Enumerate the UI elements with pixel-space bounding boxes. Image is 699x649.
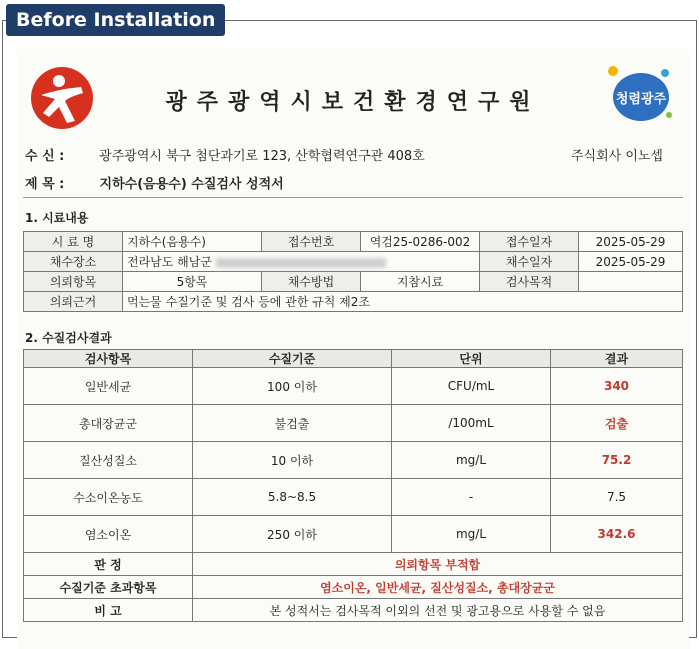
subject-text: 지하수(음용수) 수질검사 성적서 bbox=[99, 177, 284, 192]
recipient-address: 광주광역시 북구 첨단과기로 123, 산학협력연구관 408호 bbox=[99, 149, 425, 164]
test-report-document bbox=[17, 49, 689, 649]
test-item: 질산성질소 bbox=[24, 442, 193, 479]
cheongnyeom-gwangju-logo-icon bbox=[599, 59, 679, 129]
test-standard: 불검출 bbox=[193, 405, 392, 442]
test-unit: mg/L bbox=[392, 442, 551, 479]
purpose-label: 검사목적 bbox=[480, 272, 579, 292]
recipient-name: 주식회사 이노셉 bbox=[570, 149, 663, 164]
location-cell bbox=[123, 252, 480, 272]
remarks-value: 본 성적서는 검사목적 이외의 선전 및 광고용으로 사용할 수 없음 bbox=[193, 599, 683, 622]
method-value: 지참시료 bbox=[361, 272, 480, 292]
test-unit: CFU/mL bbox=[392, 368, 551, 405]
test-item: 수소이온농도 bbox=[24, 479, 193, 516]
sample-name-label: 시 료 명 bbox=[24, 232, 123, 252]
institute-title: 광주광역시보건환경연구원 bbox=[165, 90, 541, 115]
recipient-label: 수 신 : bbox=[25, 149, 65, 164]
table-row bbox=[24, 442, 683, 479]
receipt-no-label: 접수번호 bbox=[262, 232, 361, 252]
sample-name-value: 지하수(음용수) bbox=[123, 232, 262, 252]
test-result: 75.2 bbox=[551, 442, 683, 479]
header-standard: 수질기준 bbox=[193, 350, 392, 368]
table-row bbox=[24, 405, 683, 442]
test-result: 340 bbox=[551, 368, 683, 405]
test-unit: mg/L bbox=[392, 516, 551, 553]
table-row bbox=[24, 368, 683, 405]
section1-title: 1. 시료내용 bbox=[25, 211, 89, 225]
test-result: 7.5 bbox=[551, 479, 683, 516]
exceed-label: 수질기준 초과항목 bbox=[24, 576, 193, 599]
redacted-address bbox=[216, 258, 386, 268]
method-label: 채수방법 bbox=[262, 272, 361, 292]
header-unit: 단위 bbox=[392, 350, 551, 368]
judgment-value: 의뢰항목 부적합 bbox=[193, 553, 683, 576]
test-standard: 10 이하 bbox=[193, 442, 392, 479]
location-value: 전라남도 해남군 bbox=[127, 255, 212, 269]
logo-right-text: 청렴광주 bbox=[615, 92, 667, 107]
test-item: 총대장균군 bbox=[24, 405, 193, 442]
test-result: 342.6 bbox=[551, 516, 683, 553]
receipt-no-value: 역검25-0286-002 bbox=[361, 232, 480, 252]
test-result: 검출 bbox=[551, 405, 683, 442]
subject-row bbox=[25, 173, 284, 192]
items-value: 5항목 bbox=[123, 272, 262, 292]
header-result: 결과 bbox=[551, 350, 683, 368]
table-row bbox=[24, 516, 683, 553]
test-standard: 100 이하 bbox=[193, 368, 392, 405]
sampling-date-value: 2025-05-29 bbox=[579, 252, 683, 272]
document-frame bbox=[2, 20, 697, 638]
test-item: 염소이온 bbox=[24, 516, 193, 553]
before-installation-tag: Before Installation bbox=[6, 4, 225, 36]
remarks-label: 비 고 bbox=[24, 599, 193, 622]
items-label: 의뢰항목 bbox=[24, 272, 123, 292]
header-divider bbox=[23, 197, 683, 198]
location-label: 채수장소 bbox=[24, 252, 123, 272]
test-unit: /100mL bbox=[392, 405, 551, 442]
receipt-date-value: 2025-05-29 bbox=[579, 232, 683, 252]
basis-value: 먹는물 수질기준 및 검사 등에 관한 규칙 제2조 bbox=[123, 292, 683, 312]
test-standard: 250 이하 bbox=[193, 516, 392, 553]
section2-title: 2. 수질검사결과 bbox=[25, 331, 112, 345]
header-item: 검사항목 bbox=[24, 350, 193, 368]
recipient-row bbox=[25, 145, 675, 164]
test-unit: - bbox=[392, 479, 551, 516]
judgment-label: 판 정 bbox=[24, 553, 193, 576]
sample-info-table bbox=[23, 231, 683, 312]
table-row bbox=[24, 479, 683, 516]
basis-label: 의뢰근거 bbox=[24, 292, 123, 312]
water-test-results-table bbox=[23, 349, 683, 622]
test-item: 일반세균 bbox=[24, 368, 193, 405]
test-standard: 5.8~8.5 bbox=[193, 479, 392, 516]
receipt-date-label: 접수일자 bbox=[480, 232, 579, 252]
sampling-date-label: 채수일자 bbox=[480, 252, 579, 272]
subject-label: 제 목 : bbox=[25, 177, 65, 192]
exceed-value: 염소이온, 일반세균, 질산성질소, 총대장균군 bbox=[193, 576, 683, 599]
purpose-value bbox=[579, 272, 683, 292]
